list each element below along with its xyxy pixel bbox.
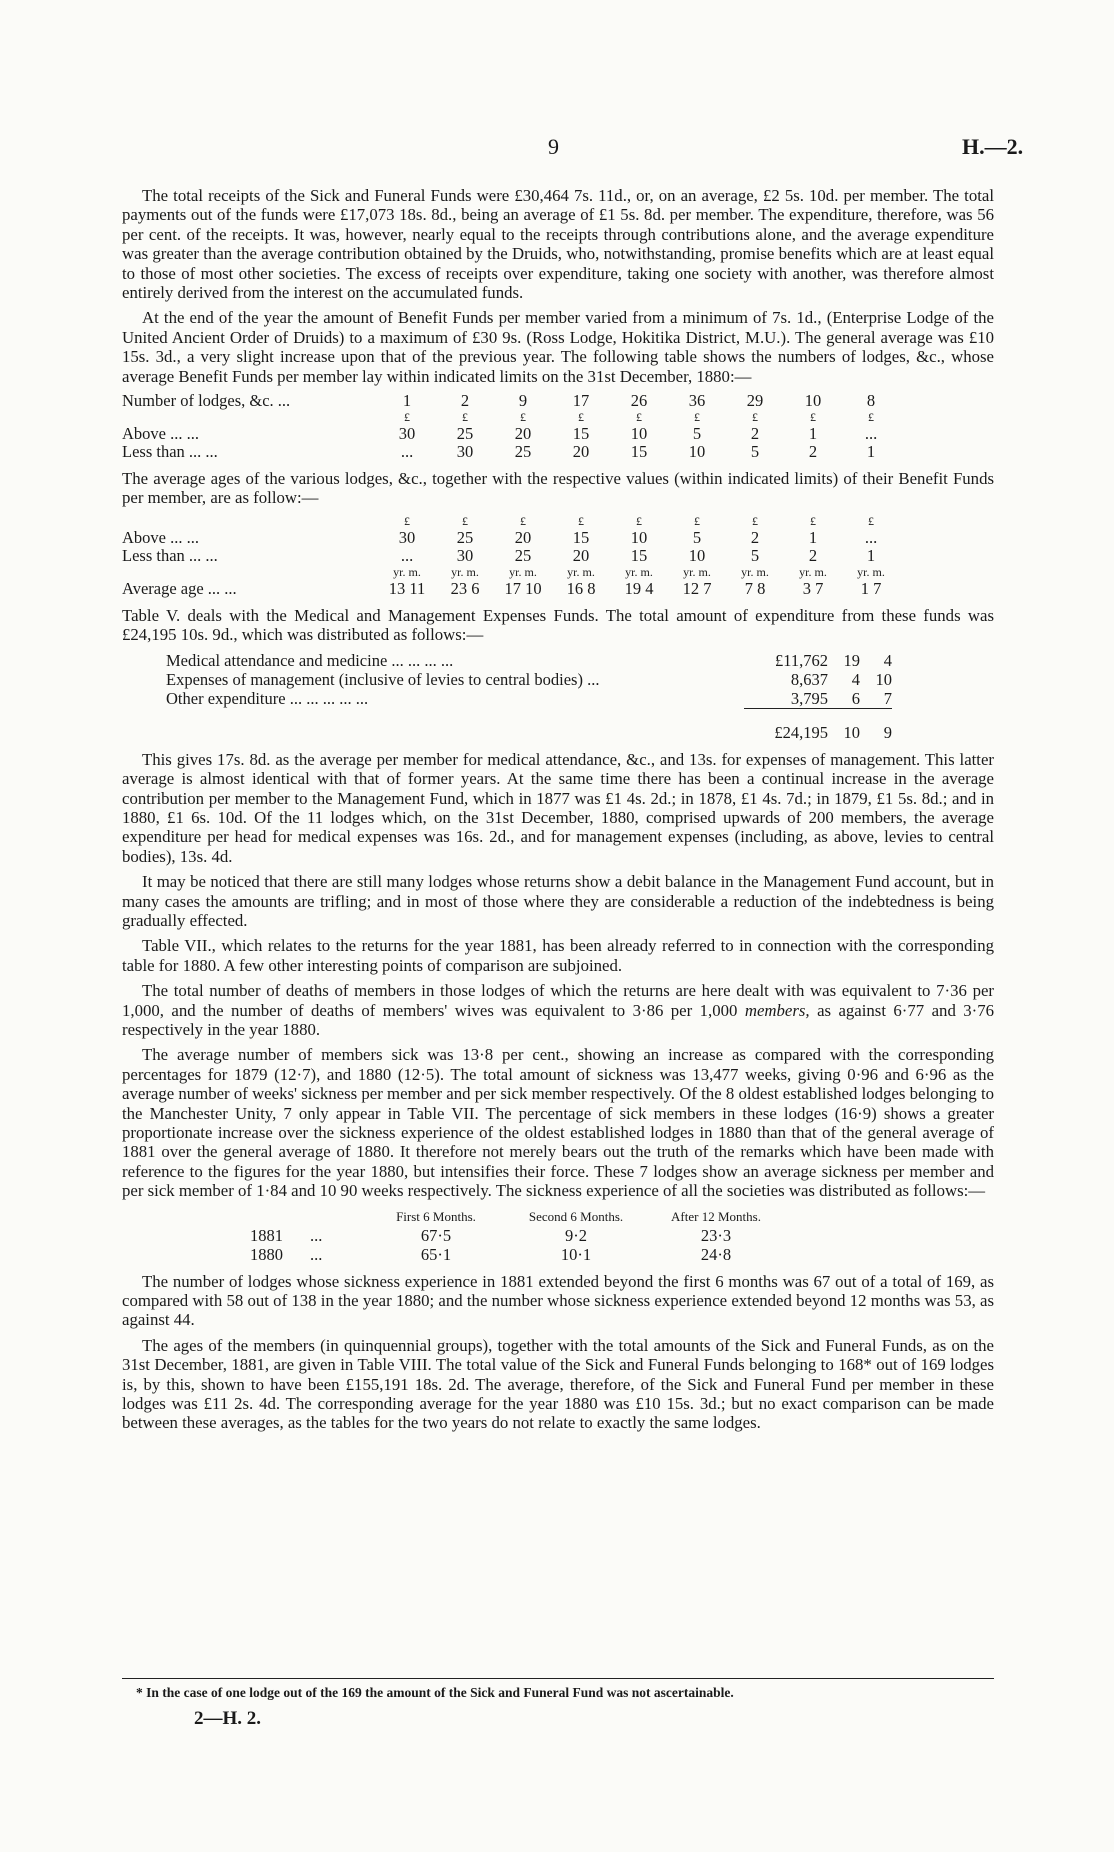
amount-pounds: 3,795: [790, 688, 828, 708]
table-cell: 15: [630, 442, 648, 462]
table-cell: 30: [456, 545, 474, 565]
total-shillings: 10: [828, 708, 860, 742]
amount-pence: 4: [883, 650, 892, 670]
table-row: [250, 1226, 786, 1245]
table-cell: 2: [750, 527, 760, 547]
row-label: Medical attendance and medicine ... ... ... ...: [166, 650, 454, 670]
paragraph: It may be noticed that there are still many lodges whose returns show a debit balance in the Management Fund account, but in many cases the amounts are trifling; and in most of those where they are considerable a reduction of the indebtedness is being gradually effected.: [122, 872, 994, 930]
unit-cell: £: [868, 410, 874, 425]
row-label: Number of lodges, &c. ...: [122, 391, 291, 411]
paragraph-text: The total number of deaths of members in those lodges of which the returns are here dealt with was equivalent to 7·36 per 1,000, and the number of deaths of members' wives was equivalent to 3·86 per 1,000: [122, 981, 994, 1020]
table-cell: 67·5: [420, 1225, 452, 1245]
amount-shillings: 6: [851, 688, 860, 708]
table-cell: 10: [804, 391, 822, 411]
table-cell: 1: [808, 527, 818, 547]
table-cell: 15: [572, 527, 590, 547]
table-cell: 2: [808, 545, 818, 565]
unit-cell: £: [636, 410, 642, 425]
table-cell: 15: [630, 545, 648, 565]
amount-shillings: 4: [851, 669, 860, 689]
column-header: After 12 Months.: [671, 1208, 761, 1224]
table-row: [122, 580, 900, 598]
table-cell: ...: [400, 545, 414, 565]
table-row: [250, 1245, 786, 1264]
table-row: [122, 547, 900, 565]
table-row: [122, 392, 900, 410]
table-row: [122, 529, 900, 547]
table-cell: 30: [398, 527, 416, 547]
table-cell: 24·8: [700, 1244, 732, 1264]
table-header-row: [250, 1207, 786, 1226]
unit-cell: £: [694, 410, 700, 425]
row-label: Expenses of management (inclusive of levies to central bodies) ...: [166, 669, 600, 689]
unit-cell: £: [404, 410, 410, 425]
table-row: [166, 670, 892, 689]
amount-pounds: 8,637: [790, 669, 828, 689]
table-cell: 10·1: [560, 1244, 592, 1264]
table-cell: 30: [456, 442, 474, 462]
table-cell: 29: [746, 391, 764, 411]
table-cell: 23·3: [700, 1225, 732, 1245]
table-cell: 65·1: [420, 1244, 452, 1264]
row-label: Less than ... ...: [122, 545, 218, 565]
table-cell: 25: [514, 442, 532, 462]
paragraph: The number of lodges whose sickness experience in 1881 extended beyond the first 6 months was 67 out of a total of 169, as compared with 58 out of 138 in the year 1880; and the number whose sickness experience extended beyond 12 months was 53, as against 44.: [122, 1271, 994, 1330]
average-age-table: [122, 514, 900, 598]
table-row: [122, 565, 900, 580]
unit-cell: £: [868, 513, 874, 528]
signature-mark: 2—H. 2.: [194, 1708, 262, 1729]
table-cell: 1: [808, 424, 818, 444]
table-cell: 13 11: [388, 578, 426, 598]
table-cell: 5: [750, 442, 760, 462]
row-label: 1881: [250, 1225, 283, 1245]
unit-cell: £: [810, 513, 816, 528]
paragraph: The average ages of the various lodges, &c., together with the respective values (within indicated limits) of their Benefit Funds per member, are as follow:—: [122, 469, 994, 508]
table-cell: 26: [630, 391, 648, 411]
column-header: First 6 Months.: [396, 1208, 476, 1224]
benefit-funds-lodges-table: [122, 392, 900, 461]
page-header: [0, 134, 1114, 164]
leader-dots: ...: [310, 1244, 323, 1264]
total-row: [166, 708, 892, 742]
unit-cell: £: [404, 513, 410, 528]
footnote: * In the case of one lodge out of the 169 the amount of the Sick and Funeral Fund was not ascertainable.: [136, 1685, 734, 1700]
unit-cell: £: [462, 513, 468, 528]
table-cell: 7 8: [744, 578, 766, 598]
table-cell: 15: [572, 424, 590, 444]
table-cell: 36: [688, 391, 706, 411]
unit-cell: £: [520, 513, 526, 528]
row-label: 1880: [250, 1244, 283, 1264]
emphasis: members,: [744, 1000, 810, 1020]
table-cell: 2: [460, 391, 470, 411]
unit-cell: yr. m.: [799, 564, 827, 579]
unit-cell: £: [694, 513, 700, 528]
table-cell: 16 8: [566, 578, 596, 598]
table-cell: 30: [398, 424, 416, 444]
unit-cell: yr. m.: [509, 564, 537, 579]
amount-pence: 7: [883, 688, 892, 708]
table-row: [122, 514, 900, 529]
unit-cell: yr. m.: [741, 564, 769, 579]
table-cell: 10: [630, 424, 648, 444]
table-cell: 5: [692, 424, 702, 444]
table-cell: 10: [688, 442, 706, 462]
table-cell: 19 4: [624, 578, 654, 598]
column-header: Second 6 Months.: [528, 1208, 624, 1224]
table-cell: 20: [514, 527, 532, 547]
table-cell: 1: [402, 391, 412, 411]
total-pounds: £24,195: [744, 708, 828, 742]
footnote-divider: [122, 1678, 994, 1679]
paragraph: The ages of the members (in quinquennial groups), together with the total amounts of the Sick and Funeral Funds, as on the 31st December, 1881, are given in Table VIII. The total value of the Sick and Funeral Funds belonging to 168* out of 169 lodges is, by this, shown to have been £155,191 18s. 2d. The average, therefore, of the Sick and Funeral Fund per member in these lodges was £11 2s. 4d. The corresponding average for the year 1880 was £10 15s. 3d.; but no exact comparison can be made between these averages, as the tables for the two years do not relate to exactly the same lodges.: [122, 1335, 994, 1433]
table-cell: 23 6: [450, 578, 480, 598]
unit-cell: £: [752, 513, 758, 528]
row-label: Other expenditure ... ... ... ... ...: [166, 688, 369, 708]
row-label: Less than ... ...: [122, 442, 218, 462]
amount-pence: 10: [875, 669, 892, 689]
paragraph: Table VII., which relates to the returns for the year 1881, has been already referred to in connection with the corresponding table for 1880. A few other interesting points of comparison are subjoined.: [122, 936, 994, 975]
table-cell: 1 7: [860, 578, 882, 598]
unit-cell: £: [462, 410, 468, 425]
table-cell: 25: [456, 424, 474, 444]
leader-dots: ...: [310, 1225, 323, 1245]
table-cell: 25: [456, 527, 474, 547]
expenditure-table: [166, 651, 892, 742]
table-cell: 1: [866, 545, 876, 565]
table-row: [122, 443, 900, 461]
paragraph: The average number of members sick was 13·8 per cent., showing an increase as compared with the corresponding percentages for 1879 (12·7), and 1880 (12·5). The total amount of sickness was 13,477 weeks, giving 0·96 and 6·96 as the average number of weeks' sickness per member and per sick member respectively. Of the 8 oldest established lodges belonging to the Manchester Unity, 7 only appear in Table VII. The percentage of sick members in these lodges (16·9) shows a greater proportionate increase over the sickness experience of the oldest established lodges in 1880 than that of the general average of 1881 over the general average of 1880. It therefore not merely bears out the truth of the remarks which have been made with reference to the figures for the year 1880, but intensifies their force. These 7 lodges show an average sickness per member and per sick member of 1·84 and 10 90 weeks respectively. The sickness experience of all the societies was distributed as follows:—: [122, 1045, 994, 1201]
table-cell: 9·2: [565, 1225, 587, 1245]
sickness-table: [250, 1207, 786, 1264]
unit-cell: yr. m.: [625, 564, 653, 579]
table-row: [122, 425, 900, 443]
table-cell: 20: [514, 424, 532, 444]
table-cell: 25: [514, 545, 532, 565]
table-cell: 2: [808, 442, 818, 462]
paragraph: The total receipts of the Sick and Funeral Funds were £30,464 7s. 11d., or, on an average, £2 5s. 10d. per member. The total payments out of the funds were £17,073 18s. 8d., being an average of £1 5s. 8d. per member. The expenditure, therefore, was 56 per cent. of the receipts. It was, however, nearly equal to the receipts through contributions alone, and the average expenditure was greater than the average contribution obtained by the Druids, who, notwithstanding, promise benefits which are at least equal to those of most other societies. The excess of receipts over expenditure, taking one society with another, was therefore almost entirely derived from the interest on the accumulated funds.: [122, 186, 994, 303]
amount-pounds: £11,762: [774, 650, 828, 670]
paragraph-text: as against 6·77 and 3·76 respectively in the year 1880.: [122, 1000, 995, 1039]
table-cell: 12 7: [682, 578, 712, 598]
table-cell: 10: [630, 527, 648, 547]
unit-cell: yr. m.: [857, 564, 885, 579]
table-cell: 10: [688, 545, 706, 565]
paragraph: At the end of the year the amount of Benefit Funds per member varied from a minimum of 7s. 1d., (Enterprise Lodge of the United Ancient Order of Druids) to a maximum of £30 9s. (Ross Lodge, Hokitika District, M.U.). The general average was £10 15s. 3d., a very slight increase upon that of the previous year. The following table shows the numbers of lodges, &c., whose average Benefit Funds per member lay within indicated limits on the 31st December, 1880:—: [122, 308, 994, 386]
table-row: [166, 651, 892, 670]
row-label: Above ... ...: [122, 527, 199, 547]
unit-cell: £: [578, 513, 584, 528]
unit-cell: yr. m.: [567, 564, 595, 579]
unit-cell: £: [752, 410, 758, 425]
amount-shillings: 19: [843, 650, 860, 670]
unit-cell: £: [520, 410, 526, 425]
unit-cell: £: [636, 513, 642, 528]
unit-cell: yr. m.: [451, 564, 479, 579]
paragraph: Table V. deals with the Medical and Management Expenses Funds. The total amount of expenditure from these funds was £24,195 10s. 9d., which was distributed as follows:—: [122, 605, 994, 645]
paragraph: [122, 981, 994, 1039]
table-cell: 3 7: [802, 578, 824, 598]
table-cell: 1: [866, 442, 876, 462]
table-cell: ...: [864, 527, 878, 547]
row-label: Above ... ...: [122, 424, 199, 444]
table-cell: ...: [864, 424, 878, 444]
document-body: [122, 186, 994, 1439]
unit-cell: yr. m.: [393, 564, 421, 579]
paragraph: This gives 17s. 8d. as the average per member for medical attendance, &c., and 13s. for expenses of management. This latter average is almost identical with that of former years. At the same time there has been a continual increase in the average contribution per member to the Management Fund, which in 1877 was £1 4s. 2d.; in 1878, £1 4s. 7d.; in 1879, £1 5s. 8d.; and in 1880, £1 6s. 10d. Of the 11 lodges which, on the 31st December, 1880, comprised upwards of 200 members, the average expenditure per head for medical expenses was 16s. 2d., and for management expenses (including, as above, levies to central bodies), 13s. 4d.: [122, 749, 994, 866]
row-label: Average age ... ...: [122, 578, 237, 598]
table-row: [122, 410, 900, 425]
total-pence: 9: [860, 708, 892, 742]
table-cell: 5: [692, 527, 702, 547]
unit-cell: yr. m.: [683, 564, 711, 579]
table-cell: 17: [572, 391, 590, 411]
page-number: 9: [548, 134, 559, 159]
table-cell: 9: [518, 391, 528, 411]
table-cell: 8: [866, 391, 876, 411]
table-cell: 17 10: [504, 578, 542, 598]
unit-cell: £: [578, 410, 584, 425]
table-cell: 20: [572, 442, 590, 462]
table-cell: 5: [750, 545, 760, 565]
unit-cell: £: [810, 410, 816, 425]
table-cell: ...: [400, 442, 414, 462]
table-cell: 20: [572, 545, 590, 565]
page-reference: H.—2.: [962, 134, 1024, 159]
table-cell: 2: [750, 424, 760, 444]
table-row: [166, 689, 892, 709]
